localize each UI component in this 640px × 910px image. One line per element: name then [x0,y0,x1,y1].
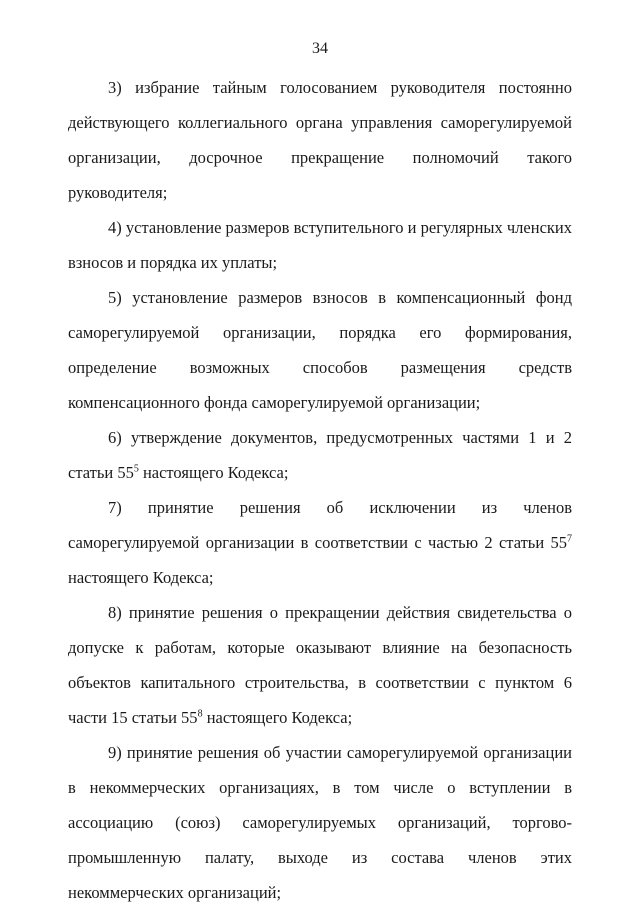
item-9-paragraph: 9) принятие решения об участии саморегулируемой организации в некоммерческих организациях, в том числе о вступлении в ассоциацию (союз) саморегулируемых организаций, торгово-промышленную палату, выходе из состава членов этих некоммерческих организаций; [68,743,572,902]
item-7-paragraph [68,490,572,595]
item-6-text-end: настоящего Кодекса; [138,463,289,482]
item-6-superscript: 5 [133,463,139,475]
item-3-paragraph: 3) избрание тайным голосованием руководителя постоянно действующего коллегиального органа управления саморегулируемой организации, досрочное прекращение полномочий такого руководителя; [68,78,572,202]
item-8-superscript: 8 [197,708,203,720]
item-6-text: 6) утверждение документов, предусмотренных частями 1 и 2 статьи 55 [68,428,572,482]
item-7-superscript: 7 [567,533,572,545]
item-5-paragraph: 5) установление размеров взносов в компенсационный фонд саморегулируемой организации, порядка его формирования, определение возможных способов размещения средств компенсационного фонда саморегулируемой организации; [68,288,572,412]
item-6-paragraph [68,420,572,490]
item-8-paragraph [68,595,572,735]
item-7-text: 7) принятие решения об исключении из членов саморегулируемой организации в соответствии с частью 2 статьи 55 [68,498,572,552]
page-number: 34 [312,40,328,57]
item-7-text-end: настоящего Кодекса; [68,568,214,587]
item-4-paragraph: 4) установление размеров вступительного и регулярных членских взносов и порядка их уплаты; [68,218,572,272]
item-8-text-end: настоящего Кодекса; [202,708,353,727]
document-body [68,70,572,910]
item-8-text: 8) принятие решения о прекращении действия свидетельства о допуске к работам, которые оказывают влияние на безопасность объектов капитального строительства, в соответствии с пунктом 6 части 15 статьи 55 [68,603,572,727]
